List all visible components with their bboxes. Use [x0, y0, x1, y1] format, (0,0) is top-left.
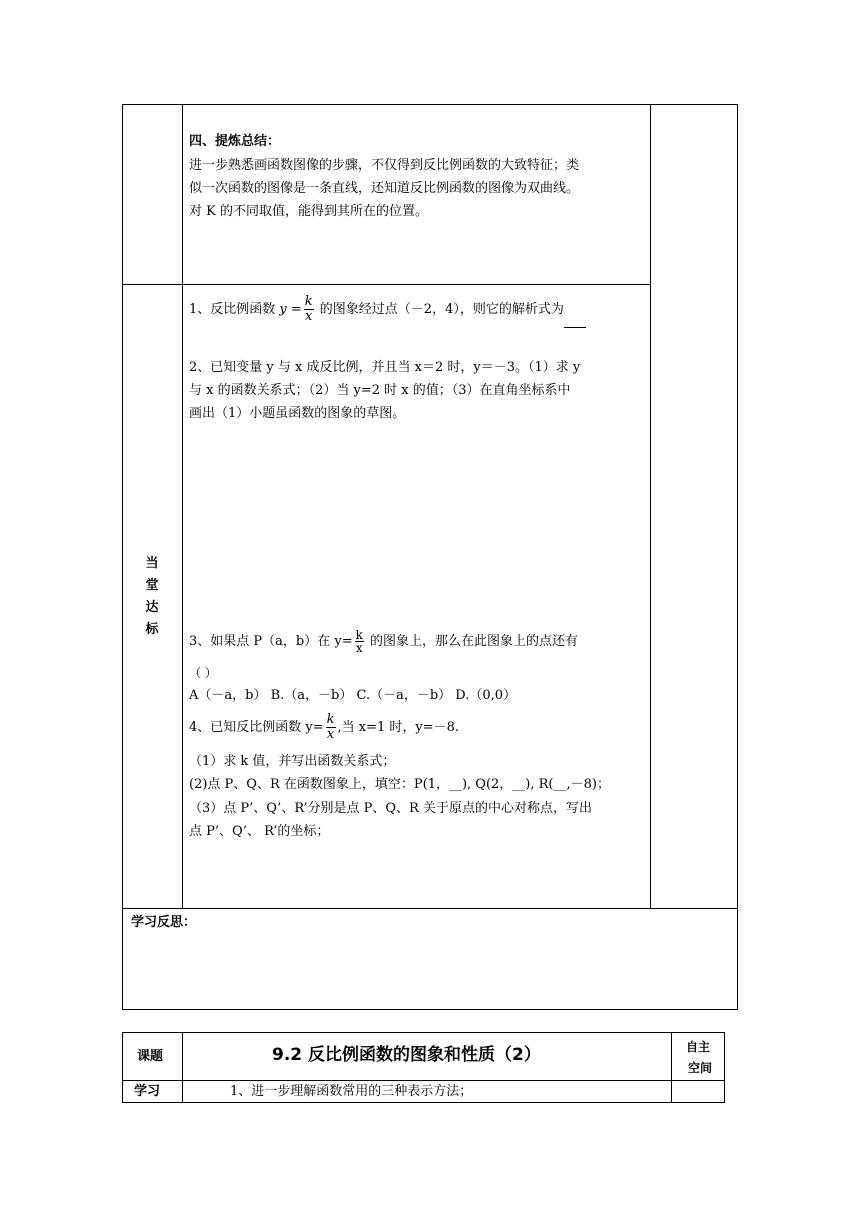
section4-line-1: 进一步熟悉画函数图像的步骤，不仅得到反比例函数的大致特征；类: [189, 158, 580, 173]
section4-heading: 四、提炼总结：: [189, 134, 281, 149]
upper-table-right-divider: [650, 104, 651, 908]
q1-prefix: 1、反比例函数: [189, 302, 280, 317]
q3-frac-num: k: [355, 628, 363, 642]
question-4: [189, 708, 459, 748]
q4-suffix: ,当 x=1 时，y=－8.: [337, 720, 460, 735]
q4-fraction: [326, 713, 336, 742]
dangtang-label-char-2: 堂: [145, 578, 159, 593]
question-4-line-4: （3）点 P’、Q’、R’分别是点 P、Q、R 关于原点的中心对称点，写出: [189, 801, 592, 816]
question-2-line-2: 与 x 的函数关系式；（2）当 y=2 时 x 的值；（3）在直角坐标系中: [189, 383, 571, 398]
question-1: [189, 293, 586, 328]
q4-frac-den: x: [326, 727, 335, 742]
upper-table-left-divider: [182, 104, 183, 908]
question-4-line-5: 点 P’、Q’、 R’的坐标；: [189, 824, 330, 839]
zizhu-line-1: 自主: [686, 1040, 711, 1054]
question-2-line-1: 2、已知变量 y 与 x 成反比例，并且当 x＝2 时，y＝－3。（1）求 y: [189, 360, 581, 375]
section4-line-2: 似一次函数的图像是一条直线，还知道反比例函数的图像为双曲线。: [189, 181, 580, 196]
question-4-line-3: (2)点 P、Q、R 在函数图象上，填空：P(1，__), Q(2，__), R(__,－8)；: [189, 777, 610, 792]
q1-suffix: 的图象经过点（－2，4），则它的解析式为: [315, 302, 564, 317]
q3-paren: （ ）: [189, 666, 217, 680]
xuexi-label: 学习: [134, 1084, 161, 1099]
q4-prefix: 4、已知反比例函数 y=: [189, 720, 324, 735]
lower-table-row-divider: [122, 1080, 725, 1081]
q3-prefix: 3、如果点 P（a，b）在 y=: [189, 634, 353, 649]
question-3: [189, 627, 578, 657]
reflection-label: 学习反思：: [131, 915, 197, 930]
learning-goal-1: 1、进一步理解函数常用的三种表示方法；: [230, 1084, 473, 1099]
upper-table-row-divider-2: [122, 908, 738, 909]
q3-frac-den: x: [355, 641, 363, 655]
lesson-title: 9.2 反比例函数的图象和性质（2）: [272, 1045, 541, 1065]
q3-fraction: [355, 629, 364, 654]
q4-frac-num: k: [326, 712, 335, 727]
lower-table-right-divider: [671, 1032, 672, 1103]
dangtang-label: [142, 553, 162, 641]
dangtang-label-char-1: 当: [145, 556, 159, 571]
q1-frac-num: k: [304, 294, 313, 309]
zizhu-line-2: 空间: [688, 1061, 713, 1075]
upper-table-row-divider-1: [122, 284, 650, 285]
q3-options: A（－a，b） B.（a，－b） C.（－a，－b） D.（0,0）: [189, 688, 517, 703]
question-4-line-2: （1）求 k 值，并写出函数关系式；: [189, 754, 396, 769]
upper-table-frame: [122, 104, 738, 1010]
q1-frac-den: x: [305, 309, 313, 324]
dangtang-label-char-3: 达: [145, 600, 159, 615]
section4-line-3: 对 K 的不同取值，能得到其所在的位置。: [189, 204, 428, 219]
keti-label: 课题: [137, 1049, 164, 1064]
question-2-line-3: 画出（1）小题虽函数的图象的草图。: [189, 406, 406, 421]
dangtang-label-char-4: 标: [145, 622, 159, 637]
q3-suffix: 的图象上，那么在此图象上的点还有: [365, 634, 579, 649]
q1-answer-blank[interactable]: [564, 293, 586, 328]
lower-table-left-divider: [182, 1032, 183, 1103]
q1-y-eq: y =: [279, 302, 302, 317]
q1-fraction: [304, 295, 314, 324]
